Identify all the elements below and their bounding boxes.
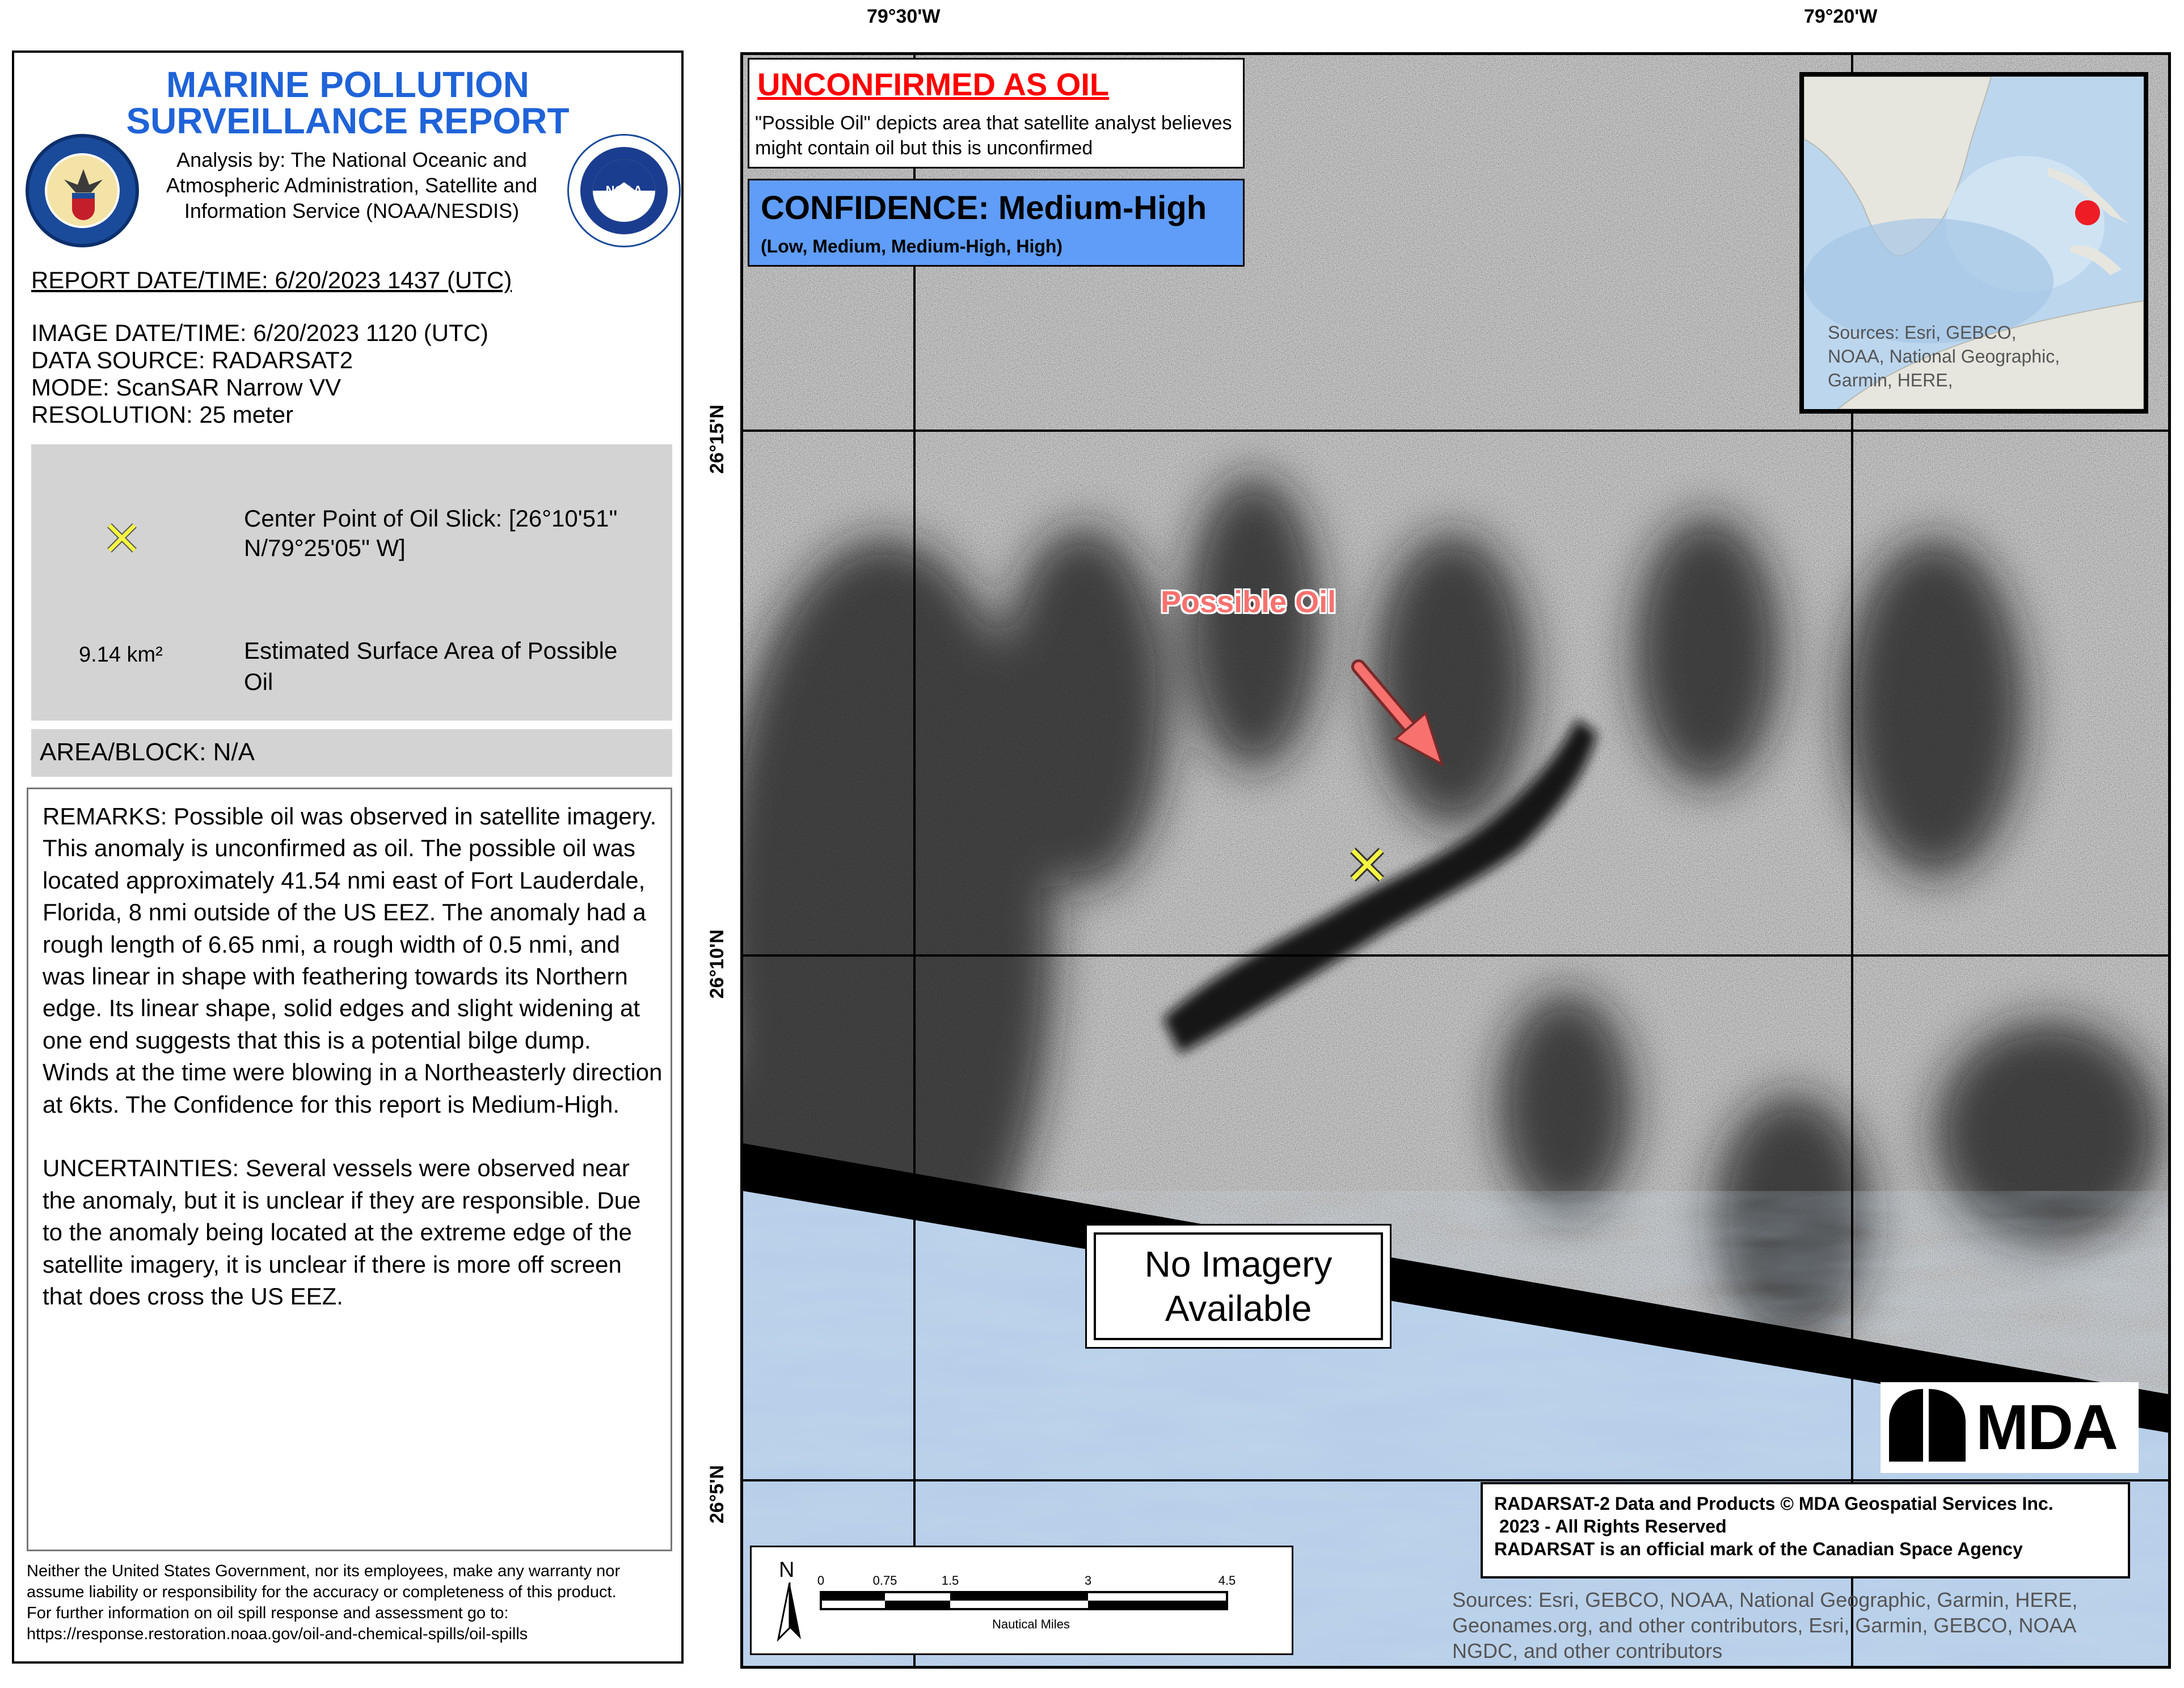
remarks-text: REMARKS: Possible oil was observed in satellite imagery. This anomaly is unconfirmed as oil. The possible oil was located approximately 41.54 nmi east of Fort Lauderdale, Florida, 8 nmi outside of the US EEZ. The anomaly had a rough length of 6.65 nmi, a rough width of 0.5 nmi, and was linear in shape with feathering towards its Northern edge. Its linear shape, solid edges and slight widening at one end suggests that this is a potential bilge dump. Winds at the time were blowing in a Northeasterly direction at 6kts. The Confidence for this report is Medium-High. UNCERTAINTIES: Several vessels were observed near the anomaly, but it is unclear if they are responsible. Due to the anomaly being located at the extreme edge of the satellite imagery, it is unclear if there is more off screen that does cross the US EEZ.	[43, 803, 663, 1310]
sar-map[interactable]	[740, 52, 2171, 1669]
map-sources: Sources: Esri, GEBCO, NOAA, National Geographic, Garmin, HERE, Geonames.org, and other contributors, Esri, Garmin, GEBCO, NOAA NGDC, and other contributors	[1452, 1588, 2078, 1662]
longitude-label-east: 79°20'W	[1804, 6, 1878, 27]
unconfirmed-notice	[748, 58, 1245, 169]
center-point-marker-icon	[105, 521, 139, 555]
center-point-label: Center Point of Oil Slick: [26°10'51" N/79°25'05" W]	[244, 505, 618, 561]
copyright-text: RADARSAT-2 Data and Products © MDA Geospatial Services Inc. 2023 - All Rights Reserved RADARSAT is an official mark of the Canadian Space Agency	[1494, 1493, 2054, 1559]
mda-logo	[1881, 1382, 2139, 1473]
slick-location-marker	[2075, 200, 2100, 225]
mda-logo-icon	[1883, 1382, 1974, 1473]
sensor-mode: MODE: ScanSAR Narrow VV	[31, 374, 341, 401]
scale-tick-3: 3	[1084, 1573, 1092, 1588]
possible-oil-label: Possible Oil	[1161, 585, 1336, 619]
graticule-line-26-10n	[743, 954, 2168, 957]
slick-info-box	[31, 444, 672, 721]
north-arrow-label: N	[779, 1558, 795, 1582]
scale-bar-box	[750, 1546, 1293, 1655]
scale-tick-45: 4.5	[1218, 1573, 1236, 1588]
north-arrow-icon	[775, 1582, 804, 1645]
department-of-commerce-seal-icon	[26, 134, 139, 247]
graticule-line-26-15n	[743, 430, 2168, 432]
noaa-seal-icon	[567, 134, 681, 247]
graticule-line-26-5n	[743, 1479, 2168, 1481]
graticule-line-79-30w	[913, 55, 916, 1666]
inset-sources: Sources: Esri, GEBCO, NOAA, National Geographic, Garmin, HERE,	[1828, 322, 2060, 390]
report-title-line2: SURVEILLANCE REPORT	[126, 100, 570, 141]
noaa-seal-label: NOAA	[605, 183, 643, 197]
report-title-line1: MARINE POLLUTION	[166, 64, 529, 105]
confidence-title: CONFIDENCE: Medium-High	[761, 190, 1207, 226]
image-datetime: IMAGE DATE/TIME: 6/20/2023 1120 (UTC)	[31, 319, 489, 346]
confidence-scale: (Low, Medium, Medium-High, High)	[761, 236, 1063, 256]
area-block-text: AREA/BLOCK: N/A	[40, 738, 255, 766]
scale-tick-15: 1.5	[941, 1573, 959, 1588]
unconfirmed-title: UNCONFIRMED AS OIL	[757, 66, 1110, 102]
latitude-label-north: 26°15'N	[706, 405, 728, 474]
latitude-label-middle: 26°10'N	[706, 929, 728, 999]
surface-area-label: Estimated Surface Area of Possible Oil	[244, 637, 618, 695]
mda-logo-text: MDA	[1976, 1392, 2118, 1463]
surface-area-value: 9.14 km²	[79, 643, 163, 667]
report-panel	[12, 50, 684, 1664]
scale-tick-075: 0.75	[872, 1573, 897, 1588]
area-block-box	[31, 729, 672, 777]
resolution: RESOLUTION: 25 meter	[31, 401, 294, 428]
no-imagery-label	[1085, 1224, 1392, 1349]
confidence-box	[748, 179, 1245, 267]
data-source: DATA SOURCE: RADARSAT2	[31, 347, 353, 373]
analysis-credit: Analysis by: The National Oceanic and Atmospheric Administration, Satellite and Information Service (NOAA/NESDIS)	[166, 148, 538, 222]
scale-units: Nautical Miles	[992, 1617, 1070, 1631]
longitude-label-west: 79°30'W	[867, 6, 941, 27]
copyright-box	[1481, 1482, 2130, 1578]
latitude-label-south: 26°5'N	[706, 1465, 728, 1523]
no-imagery-text: No Imagery Available	[1094, 1232, 1383, 1340]
report-datetime: REPORT DATE/TIME: 6/20/2023 1437 (UTC)	[31, 267, 512, 293]
scale-bar	[820, 1591, 1234, 1611]
disclaimer-text: Neither the United States Government, nor its employees, make any warranty nor assume liability or responsibility for the accuracy or completeness of this product. For further information on oil spill response and assessment go to: https://response.restoration.noaa.gov/oil-and-chemical-spills/oil-spills	[27, 1562, 621, 1643]
remarks-box	[27, 788, 672, 1551]
locator-inset-map	[1799, 72, 2148, 414]
scale-tick-0: 0	[817, 1573, 825, 1588]
unconfirmed-description: "Possible Oil" depicts area that satellite analyst believes might contain oil but this is unconfirmed	[755, 112, 1232, 159]
